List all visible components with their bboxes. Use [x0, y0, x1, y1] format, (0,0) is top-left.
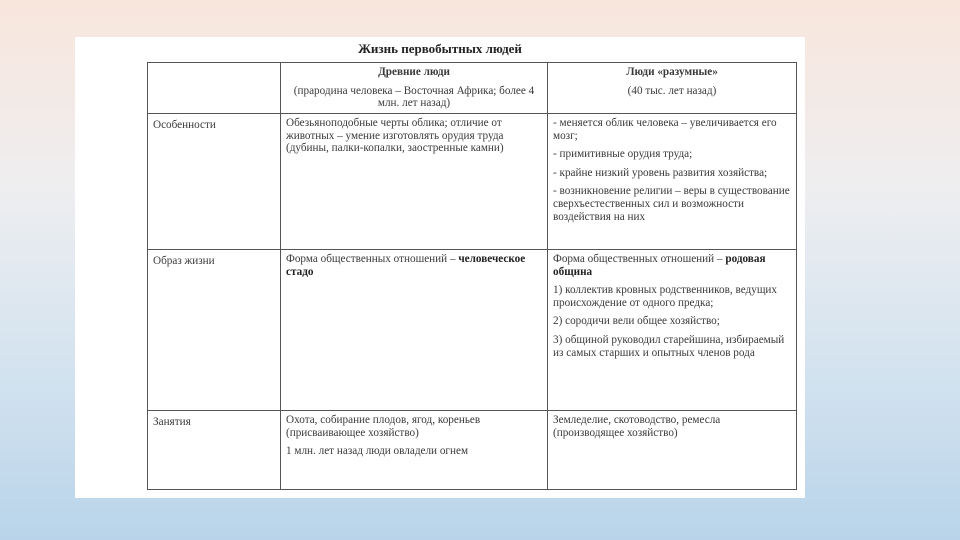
- cell-text: - примитивные орудия труда;: [553, 148, 693, 161]
- header-ancient: [281, 63, 548, 114]
- header-empty-cell: [148, 63, 281, 114]
- cell-bold-text: человеческое стадо: [286, 253, 526, 278]
- scanned-document: [75, 37, 805, 498]
- cell-text: 1) коллектив кровных родственников, ведущих происхождение от одного предка;: [553, 284, 778, 309]
- cell-text: 1 млн. лет назад люди овладели огнем: [286, 445, 469, 458]
- cell-text: - меняется облик человека – увеличивается его мозг;: [553, 117, 777, 142]
- table-row: [148, 250, 797, 411]
- header-sapiens-title: Люди «разумные»: [626, 66, 718, 78]
- header-sapiens-sub: (40 тыс. лет назад): [627, 84, 717, 97]
- cell-text: Обезьяноподобные черты облика; отличие от животных – умение изготовлять орудия труда (дубины, палки-копалки, заостренные камни): [286, 117, 504, 155]
- row-label: Особенности: [148, 114, 281, 250]
- row-label: Образ жизни: [148, 250, 281, 411]
- document-title: Жизнь первобытных людей: [358, 41, 522, 56]
- sapiens-cell: [548, 114, 797, 250]
- cell-text: 2) сородичи вели общее хозяйство;: [553, 315, 720, 328]
- table-row: [148, 411, 797, 490]
- comparison-table: [147, 62, 797, 490]
- cell-text: Земледелие, скотоводство, ремесла (производящее хозяйство): [553, 414, 721, 439]
- sapiens-cell: [548, 250, 797, 411]
- cell-bold-text: родовая община: [553, 253, 766, 278]
- cell-text: - крайне низкий уровень развития хозяйства;: [553, 166, 768, 179]
- sapiens-cell: [548, 411, 797, 490]
- header-sapiens: [548, 63, 797, 114]
- table-row: [148, 114, 797, 250]
- ancient-cell: [281, 250, 548, 411]
- header-ancient-title: Древние люди: [378, 66, 450, 78]
- ancient-cell: [281, 411, 548, 490]
- table-header-row: [148, 63, 797, 114]
- ancient-cell: [281, 114, 548, 250]
- cell-text: - возникновение религии – веры в существование сверхъестественных сил и возможности воздействия на них: [553, 185, 790, 223]
- cell-text: Охота, собирание плодов, ягод, кореньев (присваивающее хозяйство): [286, 414, 481, 439]
- header-ancient-sub: (прародина человека – Восточная Африка; более 4 млн. лет назад): [293, 84, 535, 110]
- cell-text: Форма общественных отношений –: [286, 253, 456, 265]
- cell-text: Форма общественных отношений –: [553, 253, 723, 265]
- row-label: Занятия: [148, 411, 281, 490]
- cell-text: 3) общиной руководил старейшина, избираемый из самых старших и опытных членов рода: [553, 333, 785, 359]
